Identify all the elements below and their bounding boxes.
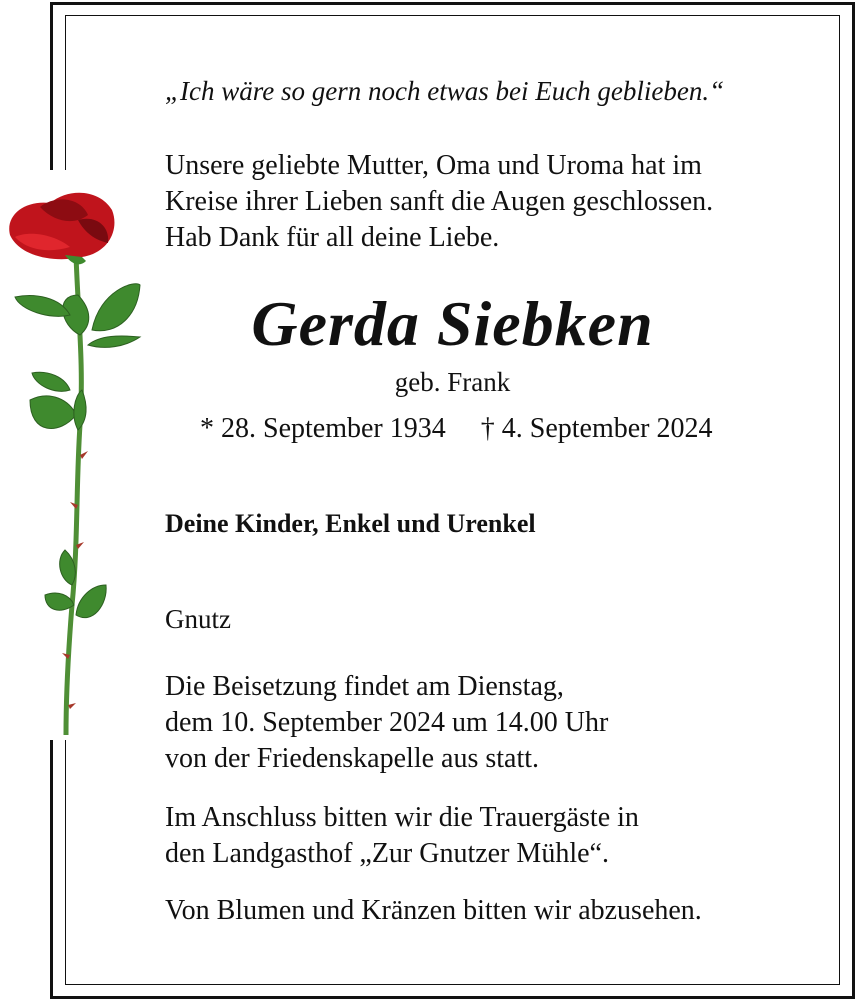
reception-line: Im Anschluss bitten wir die Trauergäste in [165,802,639,833]
death-date: † 4. September 2024 [480,413,713,444]
life-dates [200,413,840,445]
red-rose-illustration [0,185,150,745]
reception-details [165,800,805,872]
family-signature: Deine Kinder, Enkel und Urenkel [165,509,536,538]
intro-line: Unsere geliebte Mutter, Oma und Uroma hat im [165,150,702,181]
quote: „Ich wäre so gern noch etwas bei Euch geblieben.“ [165,76,725,106]
funeral-line: dem 10. September 2024 um 14.00 Uhr [165,707,609,738]
funeral-line: von der Friedenskapelle aus statt. [165,743,540,774]
place-name: Gnutz [165,604,231,634]
deceased-name: Gerda Siebken [251,288,654,359]
funeral-line: Die Beisetzung findet am Dienstag, [165,671,564,702]
funeral-details [165,669,805,777]
birth-date: * 28. September 1934 [200,413,446,444]
intro-line: Hab Dank für all deine Liebe. [165,222,500,253]
rose-bloom [9,193,114,265]
intro-line: Kreise ihrer Lieben sanft die Augen geschlossen. [165,186,714,217]
reception-line: den Landgasthof „Zur Gnutzer Mühle“. [165,838,609,869]
flowers-request: Von Blumen und Kränzen bitten wir abzusehen. [165,895,702,926]
maiden-name: geb. Frank [394,367,511,397]
intro-text [165,148,805,256]
